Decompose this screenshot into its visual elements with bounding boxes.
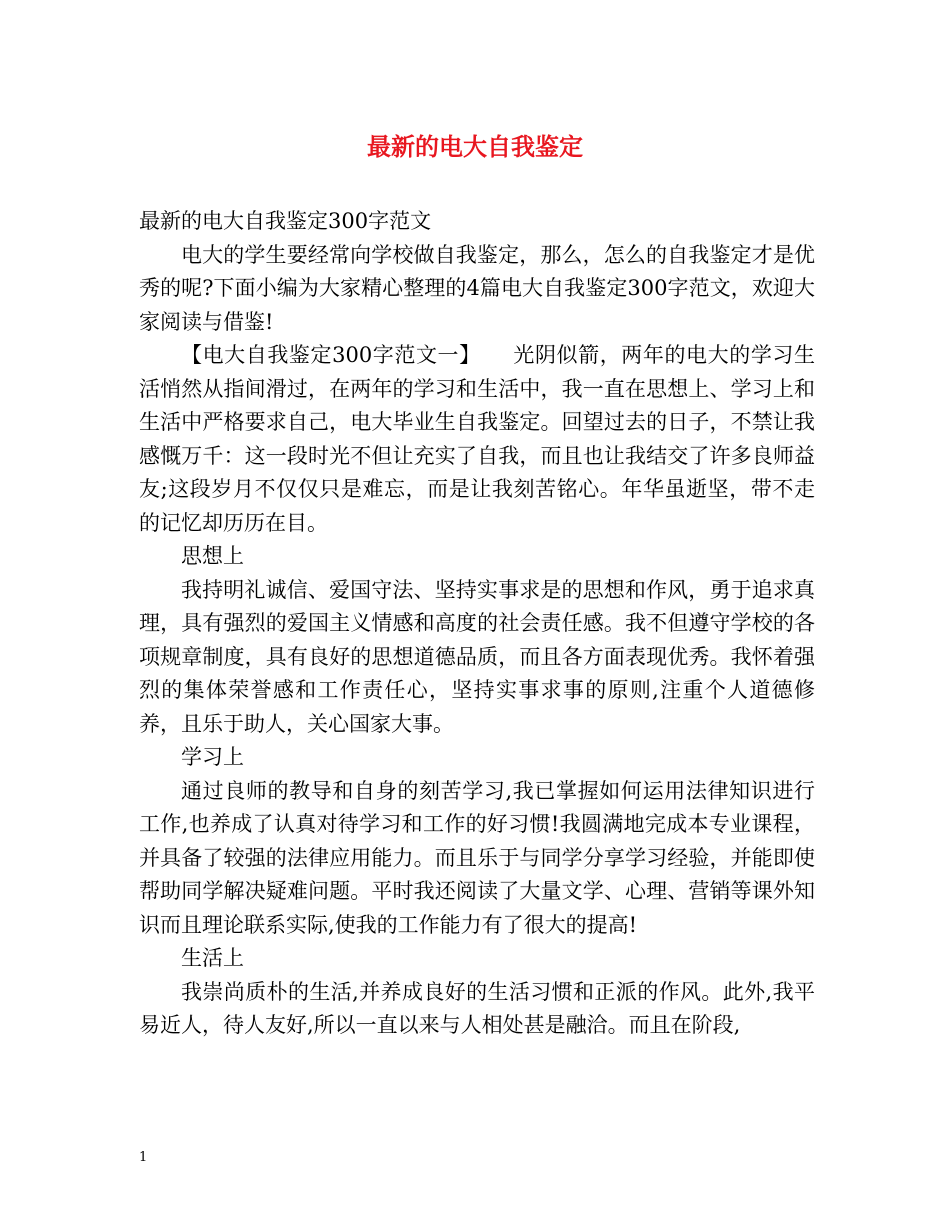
- document-title: 最新的电大自我鉴定: [367, 133, 583, 161]
- page-number: 1: [139, 1150, 148, 1165]
- document-body: [139, 205, 815, 1043]
- section-heading-thought: 思想上: [181, 544, 244, 568]
- life-paragraph: 我崇尚质朴的生活,并养成良好的生活习惯和正派的作风。此外,我平易近人，待人友好,所以一直以来与人相处甚是融洽。而且在阶段,: [139, 979, 815, 1037]
- essay-one-paragraph: 【电大自我鉴定300字范文一】 光阴似箭，两年的电大的学习生活悄然从指间滑过，在两年的学习和生活中，我一直在思想上、学习上和生活中严格要求自己，电大毕业生自我鉴定。回望过去的日子，不禁让我感慨万千：这一段时光不但让充实了自我，而且也让我结交了许多良师益友;这段岁月不仅仅只是难忘，而是让我刻苦铭心。年华虽逝坚，带不走的记忆却历历在目。: [139, 343, 815, 535]
- intro-paragraph: 电大的学生要经常向学校做自我鉴定，那么，怎么的自我鉴定才是优秀的呢?下面小编为大家精心整理的4篇电大自我鉴定300字范文，欢迎大家阅读与借鉴!: [139, 242, 815, 334]
- study-paragraph: 通过良师的教导和自身的刻苦学习,我已掌握如何运用法律知识进行工作,也养成了认真对待学习和工作的好习惯!我圆满地完成本专业课程，并具备了较强的法律应用能力。而且乐于与同学分享学习经验，并能即使帮助同学解决疑难问题。平时我还阅读了大量文学、心理、营销等课外知识而且理论联系实际,使我的工作能力有了很大的提高!: [139, 778, 815, 937]
- section-heading-life: 生活上: [181, 946, 244, 970]
- section-heading-study: 学习上: [181, 745, 244, 769]
- thought-paragraph: 我持明礼诚信、爱国守法、坚持实事求是的思想和作风，勇于追求真理，具有强烈的爱国主义情感和高度的社会责任感。我不但遵守学校的各项规章制度，具有良好的思想道德品质，而且各方面表现优秀。我怀着强烈的集体荣誉感和工作责任心，坚持实事求事的原则,注重个人道德修养，且乐于助人，关心国家大事。: [139, 577, 815, 736]
- subtitle-paragraph: 最新的电大自我鉴定300字范文: [139, 209, 432, 233]
